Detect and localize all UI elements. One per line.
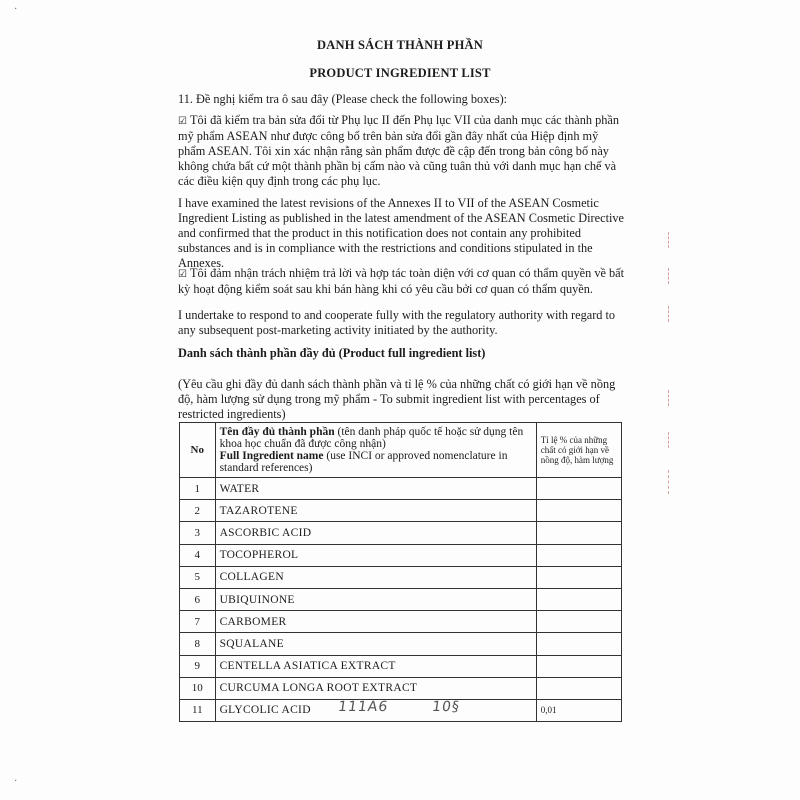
ingredient-percentage [536, 478, 621, 500]
ingredient-percentage: 0,01 [536, 699, 621, 721]
margin-stamp-mark [668, 470, 697, 494]
row-number: 5 [180, 566, 216, 588]
ingredient-name: ASCORBIC ACID [215, 522, 536, 544]
full-list-note: (Yêu cầu ghi đầy đủ danh sách thành phần và tỉ lệ % của những chất có giới hạn về nồng độ, hàm lượng sử dụng trong mỹ phẩm - To submit ingredient list with percentages of restricted ingredients) [178, 377, 616, 421]
checked-box-icon: ☑ [178, 269, 187, 280]
ingredient-percentage [536, 633, 621, 655]
row-number: 11 [180, 699, 216, 721]
ingredient-name: CURCUMA LONGA ROOT EXTRACT [215, 677, 536, 699]
handwritten-note: 10§ [430, 699, 461, 715]
declaration-2-vn-text: Tôi đảm nhận trách nhiệm trả lời và hợp tác toàn diện với cơ quan có thẩm quyền về bất kỳ hoạt động kiểm soát sau khi bán hàng khi có yêu cầu bởi cơ quan có thẩm quyền. [178, 266, 625, 296]
ingredient-name: WATER [215, 478, 536, 500]
table-row [180, 478, 622, 500]
header-percentage: Tỉ lệ % của những chất có giới hạn về nồng độ, hàm lượng [536, 423, 621, 478]
table-row [180, 655, 622, 677]
scan-speck: · [14, 776, 18, 787]
ingredient-name: TOCOPHEROL [215, 544, 536, 566]
table-row [180, 500, 622, 522]
declaration-1-en: I have examined the latest revisions of the Annexes II to VII of the ASEAN Cosmetic Ingredient Listing as published in the latest amendment of the ASEAN Cosmetic Directive and confirmed that the product in this notification does not contain any prohibited substances and is in compliance with the restrictions and conditions stipulated in the Annexes. [178, 196, 625, 270]
row-number: 1 [180, 478, 216, 500]
ingredient-percentage [536, 566, 621, 588]
full-list-heading: Danh sách thành phần đầy đủ (Product full ingredient list) [178, 346, 486, 360]
ingredient-name: SQUALANE [215, 633, 536, 655]
title-vn: DANH SÁCH THÀNH PHẦN [317, 38, 483, 52]
header-name-vn-bold: Tên đầy đủ thành phần [219, 426, 335, 438]
header-name-en-bold: Full Ingredient name [219, 450, 324, 462]
row-number: 9 [180, 655, 216, 677]
ingredient-name: COLLAGEN [215, 566, 536, 588]
ingredient-name: UBIQUINONE [215, 588, 536, 610]
table-row [180, 566, 622, 588]
ingredient-percentage [536, 611, 621, 633]
row-number: 2 [180, 500, 216, 522]
margin-stamp-mark [668, 232, 697, 248]
declaration-1-vn-text: Tôi đã kiểm tra bản sửa đổi từ Phụ lục II đến Phụ lục VII của danh mục các thành phần mỹ phẩm ASEAN như được công bố trên bản sửa đổi gần đây nhất của Hiệp định mỹ phẩm ASEAN. Tôi xin xác nhận rằng sản phẩm được đề cập đến trong bản công bố này không chứa bất cứ một thành phần bị cấm nào và cũng tuân thủ với danh mục hạn chế và các điều kiện quy định trong các phụ lục. [178, 113, 619, 188]
margin-stamp-mark [668, 268, 697, 284]
scan-speck: · [14, 4, 18, 15]
ingredient-percentage [536, 677, 621, 699]
table-row [180, 588, 622, 610]
declaration-2-en: I undertake to respond to and cooperate fully with the regulatory authority with regard to any subsequent post-marketing activity initiated by the authority. [178, 308, 616, 337]
table-row [180, 677, 622, 699]
ingredient-percentage [536, 544, 621, 566]
ingredient-percentage [536, 588, 621, 610]
row-number: 7 [180, 611, 216, 633]
row-number: 4 [180, 544, 216, 566]
declaration-2-vn [178, 266, 628, 297]
header-ingredient-name [215, 423, 536, 478]
header-name-en-rest: (use INCI or approved nomenclature in standard references) [219, 450, 508, 474]
row-number: 6 [180, 588, 216, 610]
row-number: 10 [180, 677, 216, 699]
row-number: 8 [180, 633, 216, 655]
ingredient-percentage [536, 522, 621, 544]
table-row [180, 522, 622, 544]
margin-stamp-mark [668, 432, 697, 448]
declaration-1-vn [178, 113, 628, 189]
ingredient-name: GLYCOLIC ACID [215, 699, 536, 721]
table-row [180, 544, 622, 566]
ingredient-name: CARBOMER [215, 611, 536, 633]
table-row [180, 633, 622, 655]
header-no: No [180, 423, 216, 478]
table-row [180, 699, 622, 721]
margin-stamp-mark [668, 390, 697, 406]
ingredient-name: CENTELLA ASIATICA EXTRACT [215, 655, 536, 677]
ingredient-percentage [536, 655, 621, 677]
handwritten-note: 111A6 [336, 699, 390, 715]
margin-stamp-mark [668, 306, 697, 322]
checked-box-icon: ☑ [178, 116, 187, 127]
ingredient-name: TAZAROTENE [215, 500, 536, 522]
ingredient-table [179, 422, 622, 722]
title-en: PRODUCT INGREDIENT LIST [309, 66, 491, 80]
header-name-vn-rest: (tên danh pháp quốc tế hoặc sử dụng tên khoa học chuẩn đã được công nhận) [219, 426, 524, 450]
ingredient-percentage [536, 500, 621, 522]
check-instruction: 11. Đề nghị kiểm tra ô sau đây (Please check the following boxes): [178, 92, 508, 106]
row-number: 3 [180, 522, 216, 544]
table-row [180, 611, 622, 633]
table-header-row [180, 423, 622, 478]
